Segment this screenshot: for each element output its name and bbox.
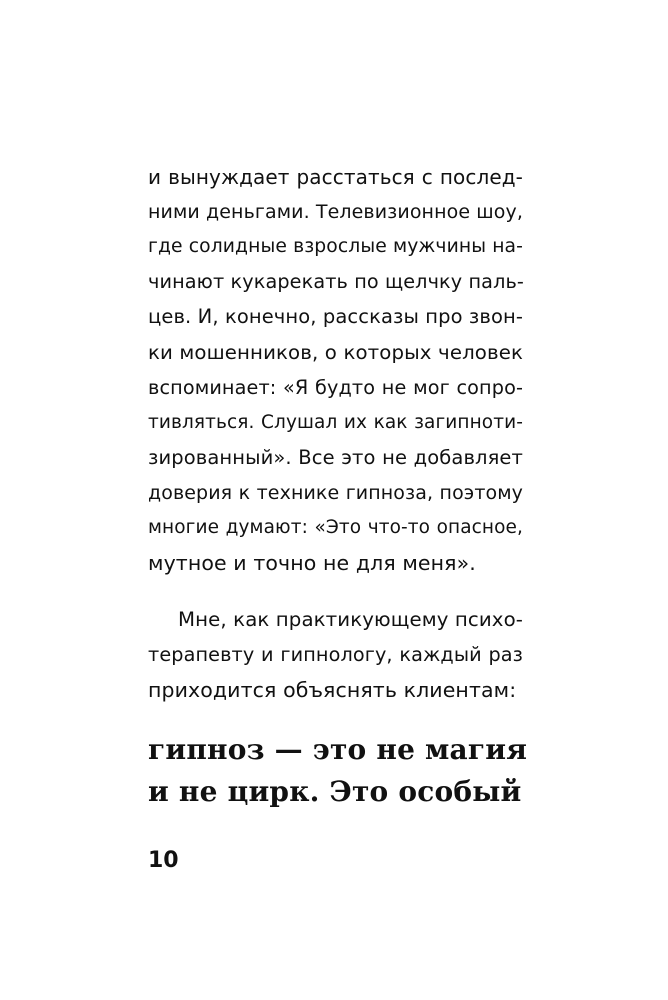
paragraph-line: доверия к технике гипноза, поэтому — [148, 482, 523, 504]
paragraph-line: ки мошенников, о которых человек — [148, 341, 523, 364]
paragraph-line: Мне, как практикующему психо- — [178, 608, 523, 631]
paragraph-line: зированный». Все это не добавляет — [148, 446, 523, 469]
paragraph-line: цев. И, конечно, рассказы про звон- — [148, 305, 523, 328]
highlight-line: гипноз — это не магия — [148, 733, 528, 766]
highlight-line: и не цирк. Это особый — [148, 775, 522, 808]
paragraph-line: ними деньгами. Телевизионное шоу, — [148, 201, 523, 223]
paragraph-line: терапевту и гипнологу, каждый раз — [148, 643, 523, 666]
paragraph-line: и вынуждает расстаться с послед- — [148, 165, 523, 189]
paragraph-line: многие думают: «Это что-то опасное, — [148, 517, 523, 538]
paragraph-line: где солидные взрослые мужчины на- — [148, 236, 524, 257]
paragraph-line: чинают кукарекать по щелчку паль- — [148, 270, 524, 293]
paragraph-line: тивляться. Слушал их как загипноти- — [148, 412, 523, 433]
paragraph-line: вспоминает: «Я будто не мог сопро- — [148, 376, 523, 399]
paragraph-line: приходится объяснять клиентам: — [148, 678, 517, 702]
page-number: 10 — [148, 848, 179, 873]
paragraph-line: мутное и точно не для меня». — [148, 551, 476, 575]
